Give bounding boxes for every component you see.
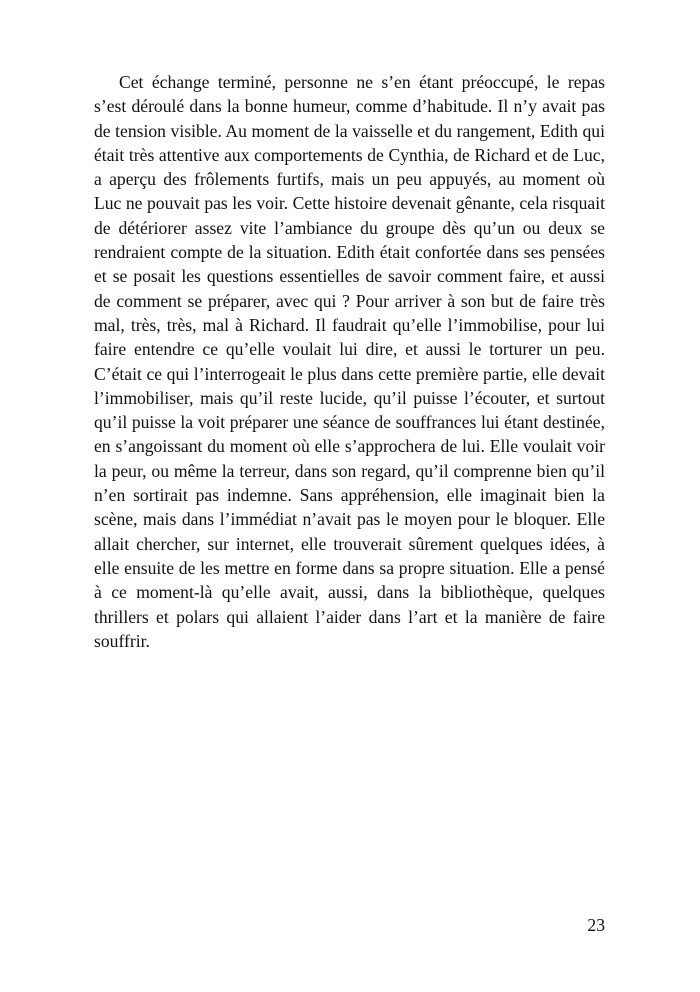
body-paragraph: Cet échange terminé, personne ne s’en étant préoccupé, le repas s’est déroulé dans la bonne humeur, comme d’habitude. Il n’y avait pas de tension visible. Au moment de la vaisselle et du rangement, Edith qui était très attentive aux comportements de Cynthia, de Richard et de Luc, a aperçu des frôlements furtifs, mais un peu appuyés, au moment où Luc ne pouvait pas les voir. Cette histoire devenait gênante, cela risquait de détériorer assez vite l’ambiance du groupe dès qu’un ou deux se rendraient compte de la situation. Edith était confortée dans ses pensées et se posait les questions essentielles de savoir comment faire, et aussi de comment se préparer, avec qui ? Pour arriver à son but de faire très mal, très, très, mal à Richard. Il faudrait qu’elle l’immobilise, pour lui faire entendre ce qu’elle voulait lui dire, et aussi le torturer un peu. C’était ce qui l’interrogeait le plus dans cette première partie, elle devait l’immobiliser, mais qu’il reste lucide, qu’il puisse l’écouter, et surtout qu’il puisse la voit préparer une séance de souffrances lui étant destinée, en s’angoissant du moment où elle s’approchera de lui. Elle voulait voir la peur, ou même la terreur, dans son regard, qu’il comprenne bien qu’il n’en sortirait pas indemne. Sans appréhension, elle imaginait bien la scène, mais dans l’immédiat n’avait pas le moyen pour le bloquer. Elle allait chercher, sur internet, elle trouverait sûrement quelques idées, à elle ensuite de les mettre en forme dans sa propre situation. Elle a pensé à ce moment-là qu’elle avait, aussi, dans la bibliothèque, quelques thrillers et polars qui allaient l’aider dans l’art et la manière de faire souffrir. (94, 72, 605, 651)
page-number: 23 (587, 915, 605, 935)
